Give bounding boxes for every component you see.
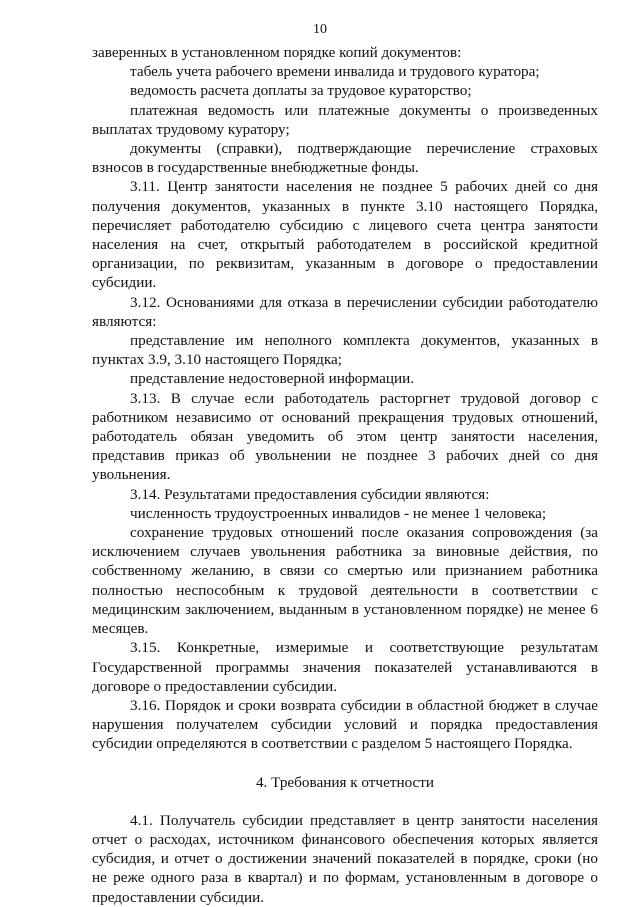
section-3-text bbox=[92, 43, 598, 754]
paragraph: заверенных в установленном порядке копий документов: bbox=[92, 44, 462, 61]
section-4-text bbox=[92, 811, 598, 907]
paragraph: 3.12. Основаниями для отказа в перечислении субсидии работодателю являются: bbox=[92, 293, 598, 330]
paragraph: представление недостоверной информации. bbox=[130, 370, 415, 388]
page-number: 10 bbox=[313, 22, 327, 37]
paragraph: 3.16. Порядок и сроки возврата субсидии в областной бюджет в случае нарушения получателем субсидии условий и порядка предоставления субсидии определяются в соответствии с разделом 5 настоящего Порядка. bbox=[92, 696, 598, 753]
paragraph: табель учета рабочего времени инвалида и трудового куратора; bbox=[130, 63, 540, 81]
paragraph: 3.14. Результатами предоставления субсидии являются: bbox=[130, 485, 490, 503]
paragraph: сохранение трудовых отношений после оказания сопровождения (за исключением случаев увольнения работника за виновные действия, по собственному желанию, в связи со смертью или признанием работника полностью неспособным к трудовой деятельности в соответствии с медицинским заключением, выданным в установленном порядке) не менее 6 месяцев. bbox=[92, 524, 598, 638]
document-body bbox=[92, 43, 598, 907]
paragraph: документы (справки), подтверждающие перечисление страховых взносов в государственные внебюджетные фонды. bbox=[92, 140, 598, 177]
paragraph: платежная ведомость или платежные документы о произведенных выплатах трудовому куратору; bbox=[92, 101, 598, 138]
paragraph: ведомость расчета доплаты за трудовое кураторство; bbox=[130, 82, 472, 100]
paragraph: 4.1. Получатель субсидии представляет в центр занятости населения отчет о расходах, источником финансового обеспечения которых является субсидия, и отчет о достижении значений показателей в порядке, сроки (но не реже одного раза в квартал) и по формам, установленным в договоре о предоставлении субсидии. bbox=[92, 811, 598, 906]
paragraph: представление им неполного комплекта документов, указанных в пунктах 3.9, 3.10 настоящего Порядка; bbox=[92, 332, 598, 369]
paragraph: численность трудоустроенных инвалидов - не менее 1 человека; bbox=[130, 504, 547, 522]
paragraph: 3.11. Центр занятости населения не позднее 5 рабочих дней со дня получения документов, указанных в пункте 3.10 настоящего Порядка, перечисляет работодателю субсидию с лицевого счета центра занятости населения на счет, открытый работодателем в российской кредитной организации, по реквизитам, указанным в договоре о предоставлении субсидии. bbox=[92, 178, 598, 292]
paragraph: 3.13. В случае если работодатель расторгнет трудовой договор с работником независимо от оснований прекращения трудовых отношений, работодатель обязан уведомить об этом центр занятости населения, представив приказ об увольнении не позднее 3 рабочих дней со дня увольнения. bbox=[92, 389, 598, 484]
section-heading: 4. Требования к отчетности bbox=[255, 773, 435, 791]
paragraph: 3.15. Конкретные, измеримые и соответствующие результатам Государственной программы значения показателей устанавливаются в договоре о предоставлении субсидии. bbox=[92, 639, 598, 695]
